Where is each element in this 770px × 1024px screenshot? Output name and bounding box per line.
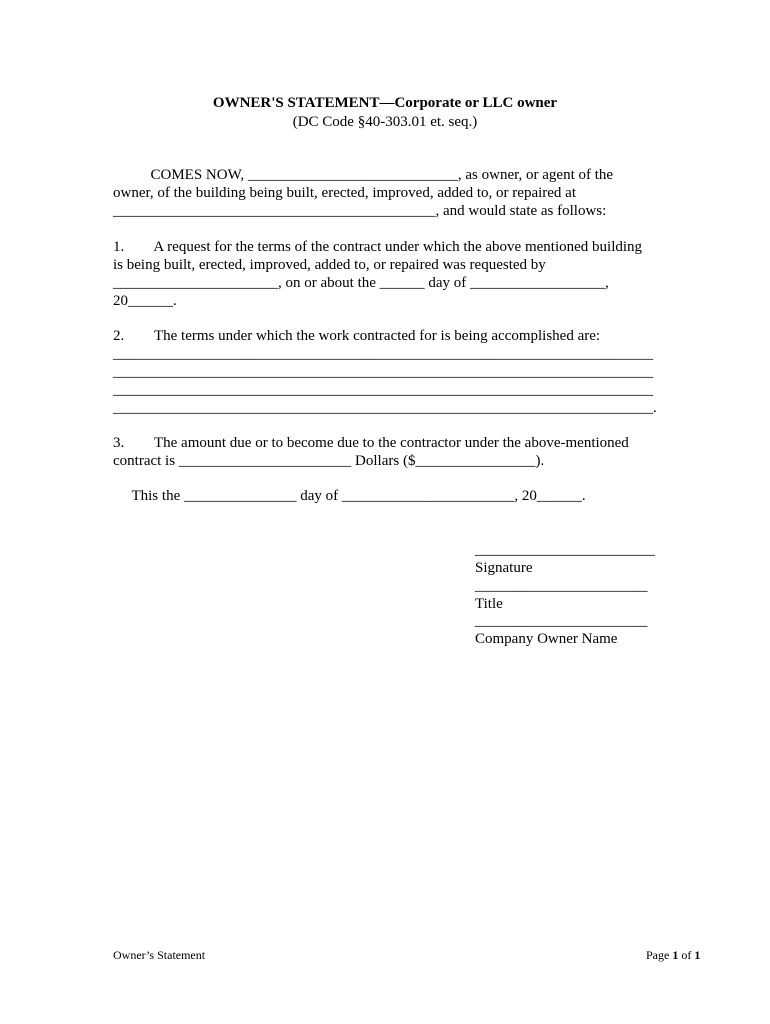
title-line: _______________________ <box>475 578 648 594</box>
paragraph-3-line-2: contract is _______________________ Dollars ($________________). <box>113 453 545 469</box>
paragraph-1-line-4: 20______. <box>113 293 177 309</box>
company-owner-line: _______________________ <box>475 613 648 629</box>
signature-label: Signature <box>475 560 533 576</box>
paragraph-2-line-1: 2. The terms under which the work contracted for is being accomplished are: <box>113 328 601 344</box>
title-label: Title <box>475 596 503 612</box>
footer-page-number <box>646 948 700 963</box>
document-subtitle: (DC Code §40-303.01 et. seq.) <box>292 114 478 130</box>
terms-blank-line-2: ________________________________________________________________________ <box>113 364 653 380</box>
company-owner-label: Company Owner Name <box>475 631 618 647</box>
intro-line-3: ___________________________________________, and would state as follows: <box>113 203 607 219</box>
document-title-text: OWNER'S STATEMENT—Corporate or LLC owner <box>212 95 558 111</box>
intro-line-1: COMES NOW, ____________________________, as owner, or agent of the <box>113 167 614 183</box>
dated-line: This the _______________ day of _______________________, 20______. <box>113 488 586 504</box>
footer-page-of: of <box>678 948 695 962</box>
terms-blank-line-3: ________________________________________________________________________ <box>113 382 653 398</box>
terms-blank-line-1: ________________________________________________________________________ <box>113 346 653 362</box>
intro-line-2: owner, of the building being built, erected, improved, added to, or repaired at <box>113 185 577 201</box>
paragraph-3-line-1: 3. The amount due or to become due to the contractor under the above-mentioned <box>113 435 629 451</box>
footer-document-name: Owner’s Statement <box>113 948 206 962</box>
paragraph-1-line-1: 1. A request for the terms of the contract under which the above mentioned building <box>113 239 643 255</box>
signature-line: ________________________ <box>475 542 655 558</box>
terms-blank-line-4: ________________________________________________________________________. <box>113 400 657 416</box>
footer-page-total: 1 <box>694 948 701 962</box>
paragraph-1-line-3: ______________________, on or about the ______ day of __________________, <box>113 275 609 291</box>
footer-page-current: 1 <box>672 948 679 962</box>
paragraph-1-line-2: is being built, erected, improved, added to, or repaired was requested by <box>113 257 546 273</box>
document-title <box>0 94 770 112</box>
footer-page-prefix: Page <box>646 948 673 962</box>
